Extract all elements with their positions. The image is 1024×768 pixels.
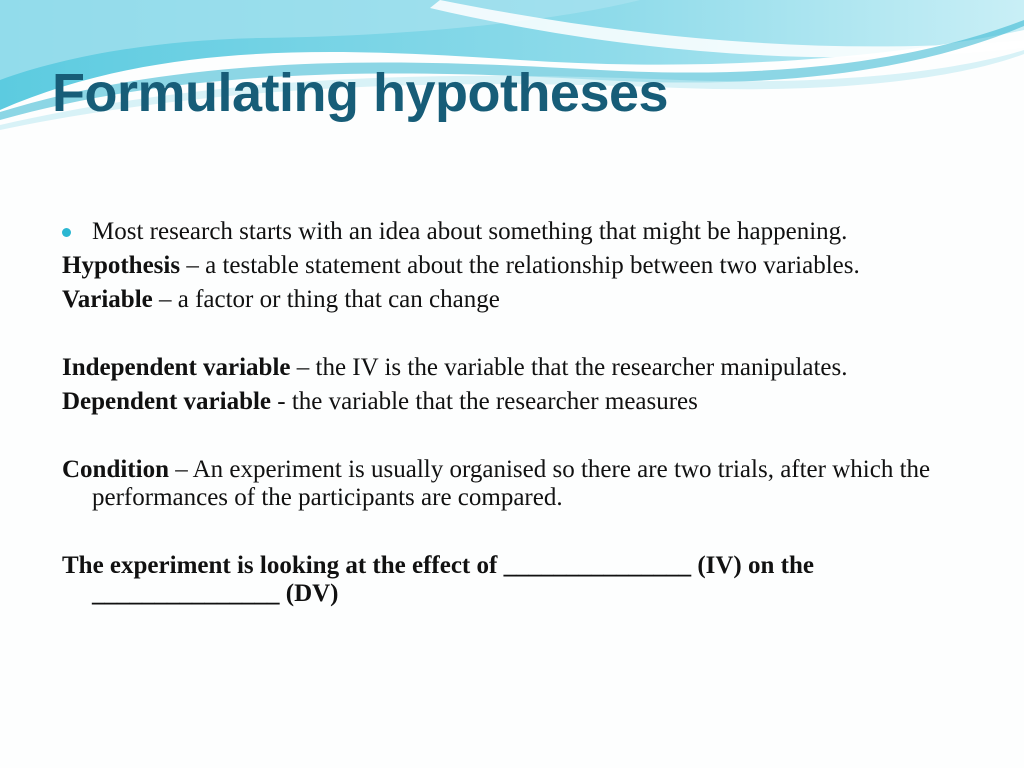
spacer [62,422,942,456]
list-item [62,552,942,608]
term-dependent-variable: Dependent variable [62,388,272,415]
term-independent-variable: Independent variable [62,354,291,381]
term-variable: Variable [62,286,153,313]
term-hypothesis: Hypothesis [62,252,181,279]
definition-hypothesis: – a testable statement about the relationship between two variables. [180,252,860,279]
spacer [62,320,942,354]
list-item [62,456,942,512]
list-item [62,388,942,416]
spacer [62,518,942,552]
definition-variable: – a factor or thing that can change [152,286,500,313]
definition-independent-variable: – the IV is the variable that the researcher manipulates. [290,354,848,381]
definition-condition: – An experiment is usually organised so there are two trials, after which the performances of the participants are compared. [92,456,931,511]
list-item [62,354,942,382]
list-item [62,252,942,280]
list-item [62,218,942,246]
fill-in-statement: The experiment is looking at the effect of _______________ (IV) on the _______________ (DV) [62,552,814,607]
slide-body [62,218,942,614]
slide-title: Formulating hypotheses [52,63,669,123]
item-text: Most research starts with an idea about something that might be happening. [92,218,848,245]
bullet-icon [62,228,71,237]
term-condition: Condition [62,456,169,483]
definition-dependent-variable: - the variable that the researcher measures [271,388,698,415]
list-item [62,286,942,314]
